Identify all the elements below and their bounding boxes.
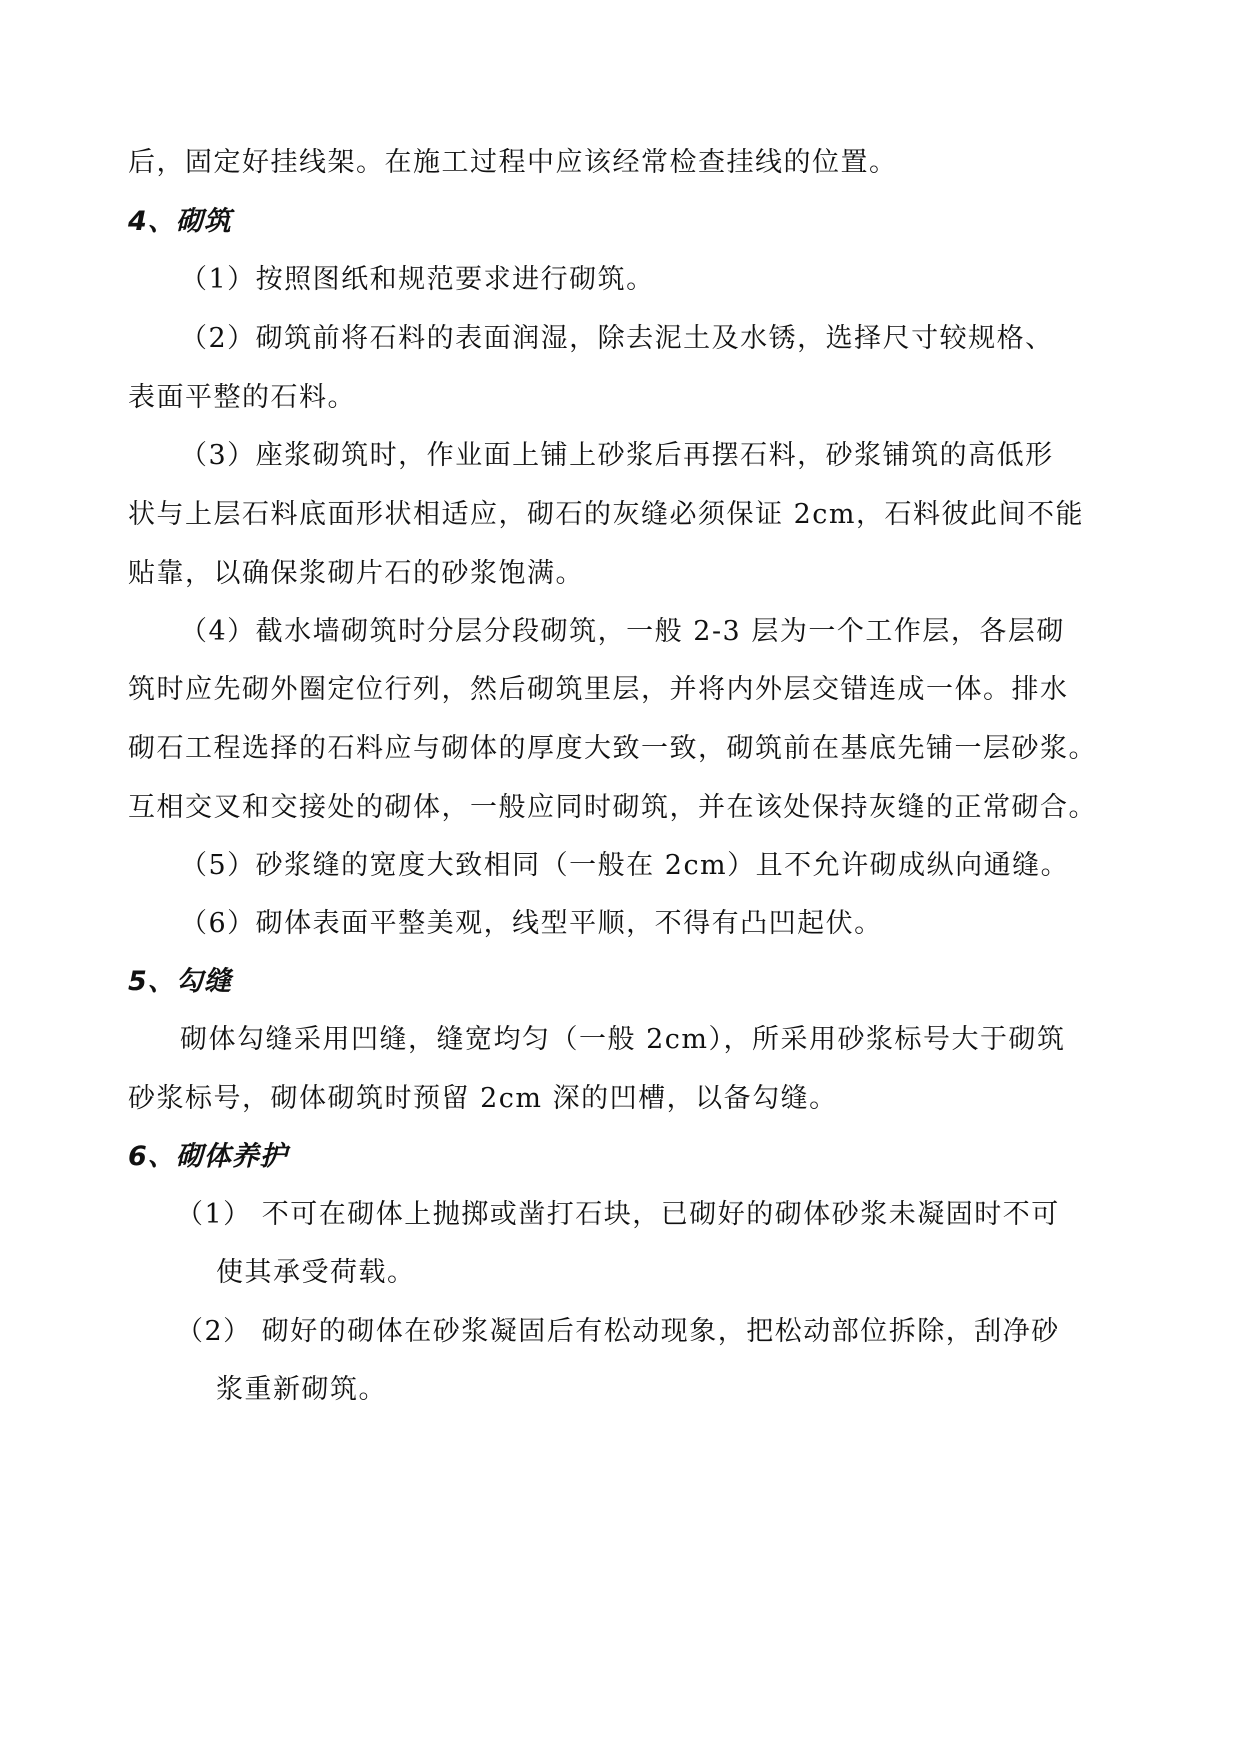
list-item-line: （4）截水墙砌筑时分层分段砌筑，一般 2-3 层为一个工作层，各层砌: [180, 616, 1065, 647]
list-item-line: （1）按照图纸和规范要求进行砌筑。: [180, 264, 655, 295]
section-heading-pointing: 5、勾缝: [128, 966, 232, 997]
paragraph-line: 砌石工程选择的石料应与砌体的厚度大致一致，砌筑前在基底先铺一层砂浆。: [128, 733, 1097, 764]
paragraph-line: 砌体勾缝采用凹缝，缝宽均匀（一般 2cm），所采用砂浆标号大于砌筑: [180, 1024, 1066, 1055]
list-item-line: （6）砌体表面平整美观，线型平顺，不得有凸凹起伏。: [180, 908, 883, 939]
list-item-line: （3）座浆砌筑时，作业面上铺上砂浆后再摆石料，砂浆铺筑的高低形: [180, 440, 1054, 471]
paragraph-line: 后，固定好挂线架。在施工过程中应该经常检查挂线的位置。: [128, 147, 898, 178]
paragraph-line: 筑时应先砌外圈定位行列，然后砌筑里层，并将内外层交错连成一体。排水: [128, 674, 1069, 705]
paragraph-line: 贴靠，以确保浆砌片石的砂浆饱满。: [128, 558, 584, 589]
list-item-line: （5）砂浆缝的宽度大致相同（一般在 2cm）且不允许砌成纵向通缝。: [180, 850, 1070, 881]
paragraph-line: 表面平整的石料。: [128, 382, 356, 413]
section-heading-masonry: 4、砌筑: [128, 206, 232, 237]
list-item-line: （2）砌筑前将石料的表面润湿，除去泥土及水锈，选择尺寸较规格、: [180, 323, 1054, 354]
list-item-line: （2） 砌好的砌体在砂浆凝固后有松动现象，把松动部位拆除，刮净砂: [176, 1316, 1060, 1347]
paragraph-line: 互相交叉和交接处的砌体，一般应同时砌筑，并在该处保持灰缝的正常砌合。: [128, 792, 1097, 823]
list-item-continuation: 使其承受荷载。: [216, 1257, 416, 1288]
list-item-line: （1） 不可在砌体上抛掷或凿打石块，已砌好的砌体砂浆未凝固时不可: [176, 1199, 1060, 1230]
list-item-continuation: 浆重新砌筑。: [216, 1374, 387, 1405]
paragraph-line: 状与上层石料底面形状相适应，砌石的灰缝必须保证 2cm，石料彼此间不能: [128, 499, 1084, 530]
section-heading-curing: 6、砌体养护: [128, 1141, 288, 1172]
paragraph-line: 砂浆标号，砌体砌筑时预留 2cm 深的凹槽，以备勾缝。: [128, 1083, 838, 1114]
